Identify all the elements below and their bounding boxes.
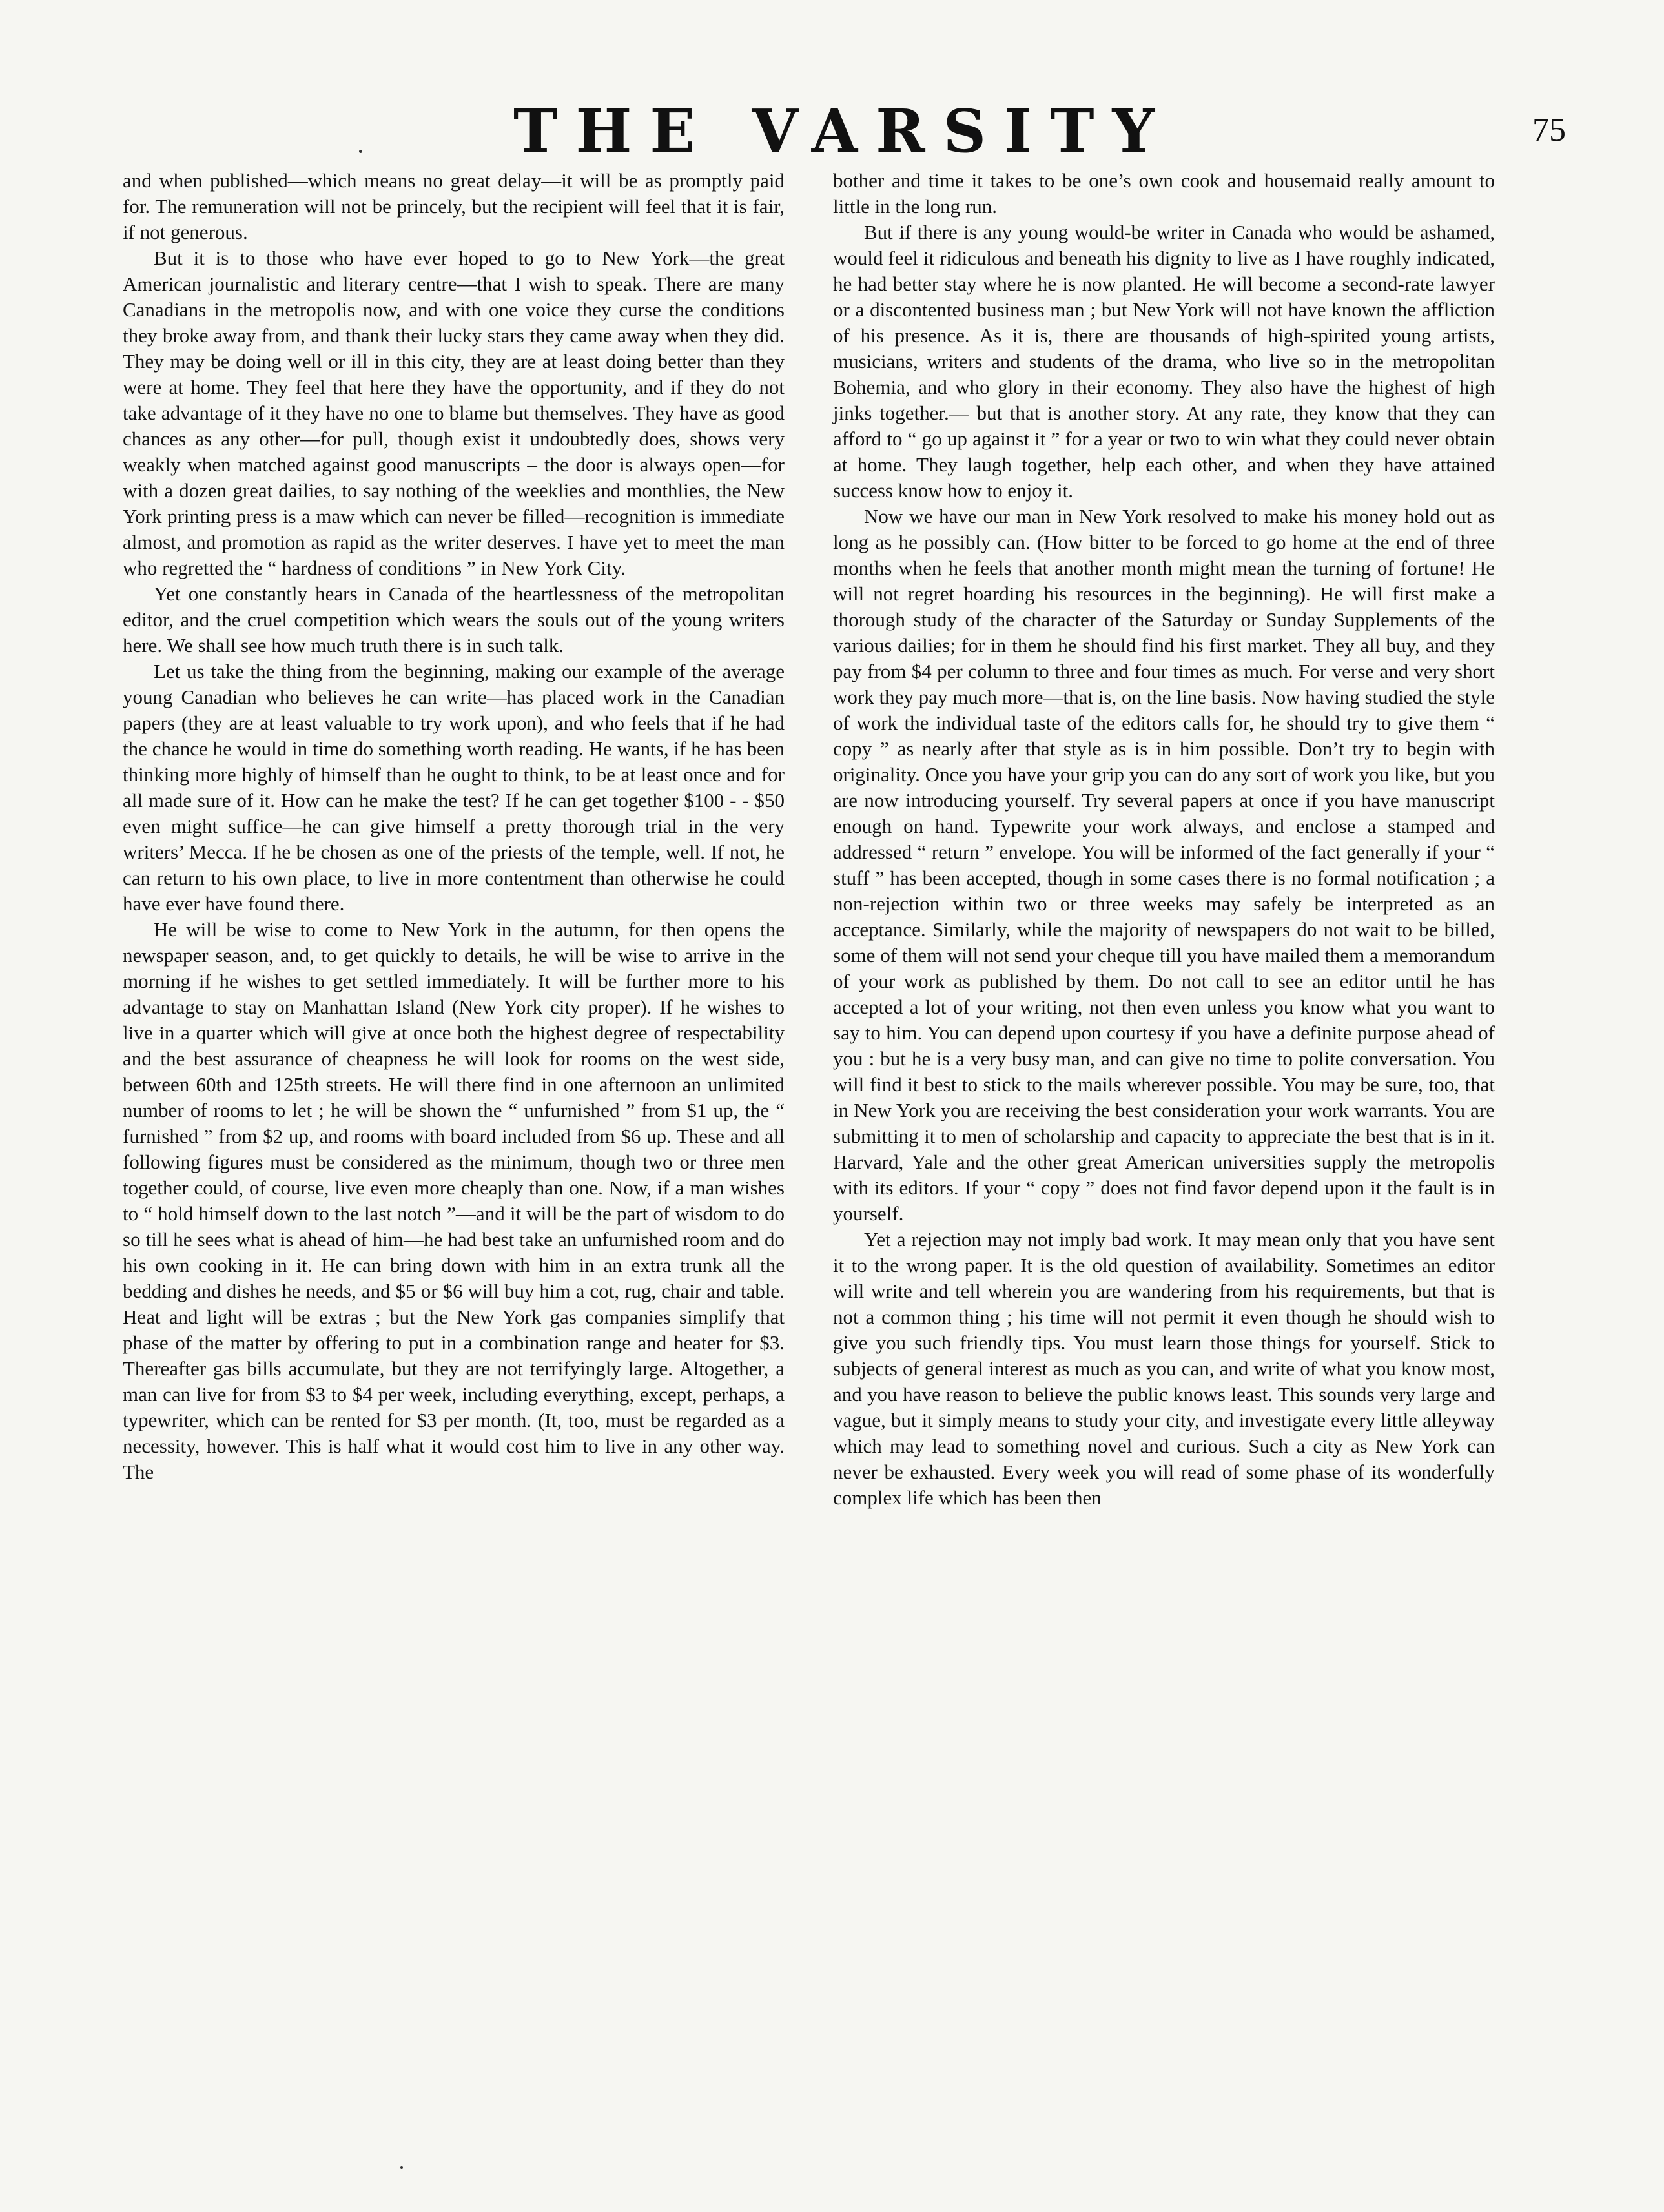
page-number: 75 [1532, 112, 1566, 148]
left-column [123, 168, 785, 1485]
paragraph: Now we have our man in New York resolved to make his money hold out as long as he possibly can. (How bitter to be forced to go home at the end of three months when he feels that another month might mean the turning of fortune! He will not regret hoarding his resources in the beginning). He will first make a thorough study of the character of the Saturday or Sunday Supplements of the various dailies; for in them he should find his first market. They all buy, and they pay from $4 per column to three and four times as much. For verse and very short work they pay much more—that is, on the line basis. Now having studied the style of work the individual taste of the editors calls for, he should try to give them “ copy ” as nearly after that style as is in him possible. Don’t try to begin with originality. Once you have your grip you can do any sort of work you like, but you are now introducing yourself. Try several papers at once if you have manuscript enough on hand. Typewrite your work always, and enclose a stamped and addressed “ return ” envelope. You will be informed of the fact generally if your “ stuff ” has been accepted, though in some cases there is no formal notification ; a non-rejection within two or three weeks may safely be interpreted as an acceptance. Similarly, while the majority of newspapers do not wait to be billed, some of them will not send your cheque till you have mailed them a memorandum of your work as published by them. Do not call to see an editor until he has accepted a lot of your writing, not then even unless you know what you want to say to him. You can depend upon courtesy if you have a definite purpose ahead of you : but he is a very busy man, and can give no time to polite conversation. You will find it best to stick to the mails wherever possible. You may be sure, too, that in New York you are receiving the best consideration your work warrants. You are submitting it to men of scholarship and capacity to appreciate the best that is in it. Harvard, Yale and the other great American universities supply the metropolis with its editors. If your “ copy ” does not find favor depend upon it the fault is in yourself. [833, 505, 1495, 1225]
masthead [0, 96, 1664, 167]
print-speck [400, 2166, 403, 2169]
paragraph: But it is to those who have ever hoped to go to New York—the great American journalistic and literary centre—that I wish to speak. There are many Canadians in the metropolis now, and with one voice they curse the conditions they broke away from, and thank their lucky stars they came away when they did. They may be doing well or ill in this city, they are at least doing better than they were at home. They feel that here they have the opportunity, and if they do not take advantage of it they have no one to blame but themselves. They have as good chances as any other—for pull, though exist it undoubtedly does, shows very weakly when matched against good manuscripts – the door is always open—for with a dozen great dailies, to say nothing of the weeklies and monthlies, the New York printing press is a maw which can never be filled—recognition is immediate almost, and promotion as rapid as the writer deserves. I have yet to meet the man who regretted the “ hardness of conditions ” in New York City. [123, 247, 785, 579]
right-column [833, 168, 1495, 1511]
paragraph: bother and time it takes to be one’s own cook and housemaid really amount to little in the long run. [833, 169, 1495, 218]
print-speck [359, 150, 362, 153]
paragraph: He will be wise to come to New York in the autumn, for then opens the newspaper season, and, to get quickly to details, he will be wise to arrive in the morning if he wishes to get settled immediately. It will be further more to his advantage to stay on Manhattan Island (New York city proper). If he wishes to live in a quarter which will give at once both the highest degree of respectability and the best assurance of cheapness he will look for rooms on the west side, between 60th and 125th streets. He will there find in one afternoon an unlimited number of rooms to let ; he will be shown the “ unfurnished ” from $1 up, the “ furnished ” from $2 up, and rooms with board included from $6 up. These and all following figures must be considered as the minimum, though two or three men together could, of course, live even more cheaply than one. Now, if a man wishes to “ hold himself down to the last notch ”—and it will be the part of wisdom to do so till he sees what is ahead of him—he had best take an unfurnished room and do his own cooking in it. He can bring down with him in an extra trunk all the bedding and dishes he needs, and $5 or $6 will buy him a cot, rug, chair and table. Heat and light will be extras ; but the New York gas companies simplify that phase of the matter by offering to put in a combination range and heater for $3. Thereafter gas bills accumulate, but they are not terrifyingly large. Altogether, a man can live for from $3 to $4 per week, including everything, except, perhaps, a typewriter, which can be rented for $3 per month. (It, too, must be regarded as a necessity, however. This is half what it would cost him to live in any other way. The [123, 918, 785, 1483]
paragraph: Yet one constantly hears in Canada of the heartlessness of the metropolitan editor, and the cruel competition which wears the souls out of the young writers here. We shall see how much truth there is in such talk. [123, 582, 785, 657]
paragraph: and when published—which means no great delay—it will be as promptly paid for. The remuneration will not be princely, but the recipient will feel that it is fair, if not generous. [123, 169, 785, 243]
paragraph: But if there is any young would-be writer in Canada who would be ashamed, would feel it ridiculous and beneath his dignity to live as I have roughly indicated, he had better stay where he is now planted. He will become a second-rate lawyer or a discontented business man ; but New York will not have known the affliction of his presence. As it is, there are thousands of high-spirited young artists, musicians, writers and students of the drama, who live so in the metropolitan Bohemia, and who glory in their economy. They also have the highest of high jinks together.— but that is another story. At any rate, they know that they can afford to “ go up against it ” for a year or two to win what they could never obtain at home. They laugh together, help each other, and when they have attained success know how to enjoy it. [833, 221, 1495, 502]
masthead-title: THE VARSITY [513, 96, 1173, 166]
paragraph: Yet a rejection may not imply bad work. It may mean only that you have sent it to the wrong paper. It is the old question of availability. Sometimes an editor will write and tell wherein you are wandering from his requirements, but that is not a common thing ; his time will not permit it even though he should wish to give you such friendly tips. You must learn those things for yourself. Stick to subjects of general interest as much as you can, and write of what you know most, and you have reason to believe the public knows least. This sounds very large and vague, but it simply means to study your city, and investigate every little alleyway which may lead to something novel and curious. Such a city as New York can never be exhausted. Every week you will read of some phase of its wonderfully complex life which has been then [833, 1228, 1495, 1509]
paragraph: Let us take the thing from the beginning, making our example of the average young Canadian who believes he can write—has placed work in the Canadian papers (they are at least valuable to try work upon), and who feels that if he had the chance he would in time do something worth reading. He wants, if he has been thinking more highly of himself than he ought to think, to be at least once and for all made sure of it. How can he make the test? If he can get together $100 - - $50 even might suffice—he can give himself a pretty thorough trial in the very writers’ Mecca. If he be chosen as one of the priests of the temple, well. If not, he can return to his own place, to live in more contentment than otherwise he could have ever have found there. [123, 660, 785, 915]
